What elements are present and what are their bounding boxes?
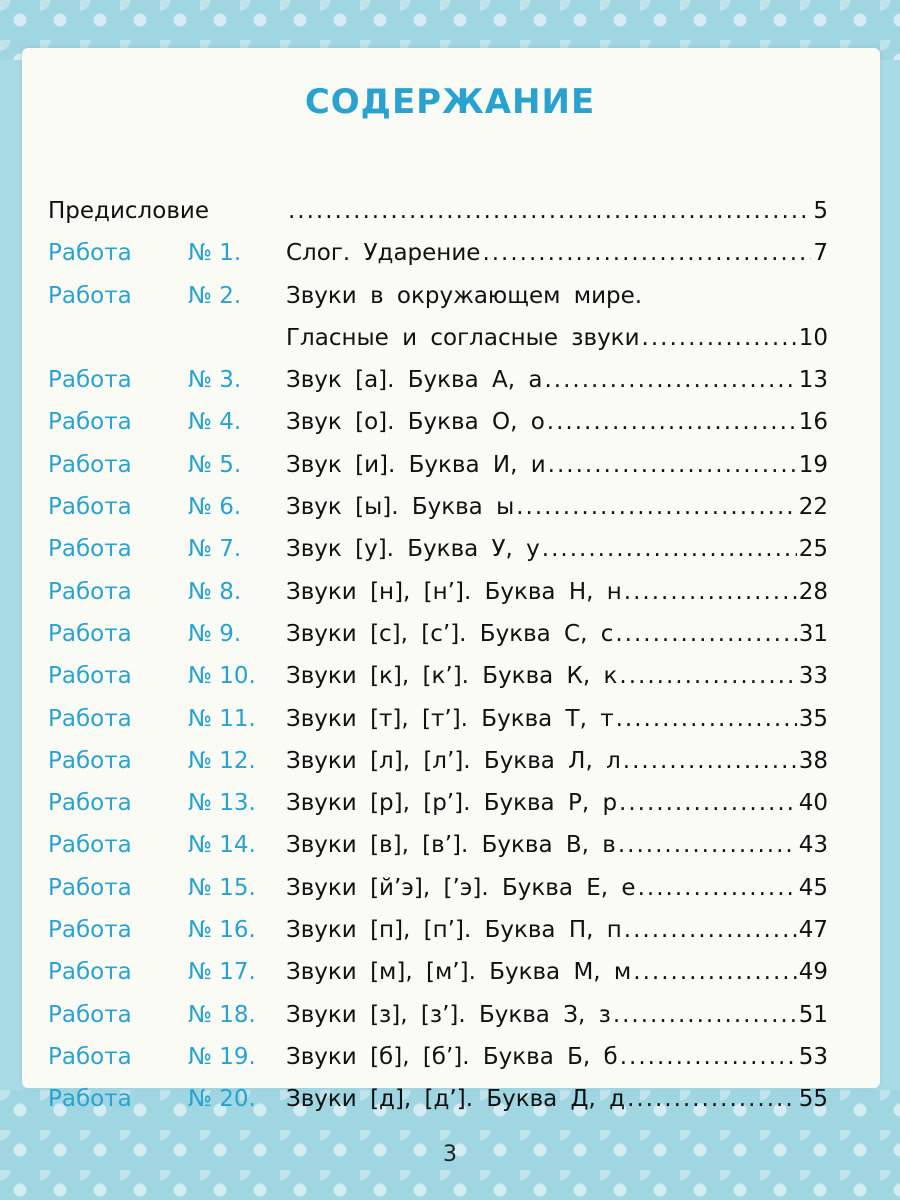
work-number: № 16. [188, 917, 256, 944]
leader-dots [618, 824, 797, 866]
work-number: № 5. [188, 451, 242, 478]
work-word: Работа [48, 240, 132, 267]
toc-entry [286, 571, 828, 613]
work-label [48, 613, 242, 655]
toc-entry [286, 401, 828, 443]
work-number: № 20. [188, 1086, 256, 1113]
work-label [48, 275, 242, 317]
toc-page-number: 25 [798, 536, 828, 563]
work-word: Работа [48, 959, 132, 986]
toc-page-number: 28 [798, 578, 828, 605]
work-number: № 7. [188, 536, 242, 563]
work-word: Работа [48, 663, 132, 690]
toc-entry-title: Гласные и согласные звуки [286, 324, 640, 351]
toc-entry-title: Звуки [н], [н’]. Буква Н, н [286, 578, 622, 605]
work-number: № 10. [188, 663, 256, 690]
toc-page-number: 10 [798, 324, 828, 351]
toc-entry [286, 867, 828, 909]
leader-dots [624, 909, 797, 951]
toc-entry-title: Звуки [б], [б’]. Буква Б, б [286, 1043, 618, 1070]
toc-row[interactable] [48, 571, 828, 613]
toc-entry [286, 232, 828, 274]
toc-page-number: 51 [798, 1001, 828, 1028]
work-label [48, 571, 242, 613]
toc-page-number: 13 [798, 367, 828, 394]
leader-dots [542, 528, 797, 570]
work-label [48, 698, 256, 740]
toc-entry-title: Звуки [п], [п’]. Буква П, п [286, 917, 622, 944]
toc-entry-title: Звуки [й’э], [’э]. Буква Е, е [286, 874, 636, 901]
toc-row[interactable] [48, 951, 828, 993]
toc-entry [286, 444, 828, 486]
toc-row[interactable] [48, 359, 828, 401]
toc-entry [286, 824, 828, 866]
toc-page-number: 55 [798, 1086, 828, 1113]
work-word: Работа [48, 409, 132, 436]
toc-row[interactable] [48, 275, 828, 317]
toc-entry-title: Звуки [л], [л’]. Буква Л, л [286, 747, 621, 774]
work-label [48, 782, 256, 824]
work-word: Работа [48, 1043, 132, 1070]
work-label [48, 740, 256, 782]
work-number: № 9. [188, 620, 242, 647]
leader-dots [638, 867, 797, 909]
toc-row[interactable] [48, 232, 828, 274]
toc-entry-title: Звук [а]. Буква А, а [286, 367, 543, 394]
leader-dots [627, 1078, 797, 1120]
work-number: № 19. [188, 1043, 256, 1070]
work-word: Работа [48, 494, 132, 521]
leader-dots [619, 782, 797, 824]
work-word: Работа [48, 536, 132, 563]
leader-dots [482, 232, 811, 274]
work-label [48, 528, 242, 570]
work-number: № 6. [188, 494, 242, 521]
toc-entry-title: Слог. Ударение [286, 240, 481, 267]
toc-page-number: 22 [798, 494, 828, 521]
toc-entry-title: Звуки [в], [в’]. Буква В, в [286, 832, 616, 859]
toc-row[interactable] [48, 867, 828, 909]
toc-entry-title: Звук [и]. Буква И, и [286, 451, 546, 478]
toc-row[interactable] [48, 1078, 828, 1120]
toc-row[interactable] [48, 994, 828, 1036]
toc-entry-title: Звуки [з], [з’]. Буква З, з [286, 1001, 611, 1028]
toc-entry [286, 740, 828, 782]
work-number: № 2. [188, 282, 242, 309]
toc-row[interactable] [48, 486, 828, 528]
leader-dots [544, 359, 796, 401]
toc-entry [286, 613, 828, 655]
toc-entry-title: Звуки в окружающем мире. [286, 282, 643, 309]
work-label [48, 655, 256, 697]
toc-entry [286, 698, 828, 740]
work-label [48, 909, 256, 951]
toc-page-number: 43 [798, 832, 828, 859]
toc-entry [286, 486, 828, 528]
toc-entry [286, 275, 828, 317]
table-of-contents [48, 190, 828, 1121]
toc-entry [286, 1036, 828, 1078]
work-word: Работа [48, 1001, 132, 1028]
leader-dots [547, 401, 797, 443]
work-label [48, 867, 256, 909]
work-number: № 17. [188, 959, 256, 986]
leader-dots [623, 740, 797, 782]
work-label [48, 401, 242, 443]
toc-row[interactable] [48, 824, 828, 866]
toc-entry [286, 1078, 828, 1120]
toc-entry-title: Звук [у]. Буква У, у [286, 536, 540, 563]
work-label [48, 232, 242, 274]
leader-dots [548, 444, 797, 486]
leader-dots [633, 951, 796, 993]
leader-dots [624, 571, 797, 613]
toc-row[interactable] [48, 444, 828, 486]
work-number: № 8. [188, 578, 242, 605]
work-number: № 18. [188, 1001, 256, 1028]
toc-page-number: 47 [798, 917, 828, 944]
leader-dots [288, 190, 811, 232]
toc-entry-title: Звуки [с], [с’]. Буква С, с [286, 620, 614, 647]
work-word: Работа [48, 917, 132, 944]
toc-entry-title: Звуки [д], [д’]. Буква Д, д [286, 1086, 626, 1113]
toc-entry-title: Звуки [м], [м’]. Буква М, м [286, 959, 632, 986]
toc-entry [286, 909, 828, 951]
toc-row[interactable] [48, 528, 828, 570]
leader-dots [620, 1036, 797, 1078]
work-number: № 11. [188, 705, 256, 732]
toc-page-number: 31 [798, 620, 828, 647]
leader-dots [615, 613, 796, 655]
toc-entry-title: Звуки [т], [т’]. Буква Т, т [286, 705, 614, 732]
page-number: 3 [443, 1142, 457, 1167]
work-label [48, 1036, 256, 1078]
toc-page-number: 5 [813, 198, 828, 224]
leader-dots [642, 317, 797, 359]
toc-entry [286, 994, 828, 1036]
work-number: № 15. [188, 874, 256, 901]
work-word: Работа [48, 620, 132, 647]
toc-row[interactable] [48, 698, 828, 740]
toc-entry-title: Звуки [к], [к’]. Буква К, к [286, 663, 618, 690]
work-number: № 3. [188, 367, 242, 394]
work-word: Работа [48, 874, 132, 901]
work-number: № 14. [188, 832, 256, 859]
toc-row[interactable] [48, 1036, 828, 1078]
toc-page-number: 33 [798, 663, 828, 690]
work-number: № 13. [188, 790, 256, 817]
toc-entry [286, 782, 828, 824]
toc-row[interactable] [48, 401, 828, 443]
toc-page-number: 49 [798, 959, 828, 986]
work-label [48, 994, 256, 1036]
leader-dots [516, 486, 796, 528]
leader-dots [619, 655, 796, 697]
work-label [48, 824, 256, 866]
toc-page-number: 40 [798, 790, 828, 817]
toc-row-preface[interactable] [48, 190, 828, 232]
work-number: № 4. [188, 409, 242, 436]
work-number: № 12. [188, 747, 256, 774]
toc-page-number: 53 [798, 1043, 828, 1070]
work-label [48, 951, 256, 993]
work-word: Работа [48, 790, 132, 817]
work-word: Работа [48, 1086, 132, 1113]
toc-entry [286, 951, 828, 993]
toc-page-number: 19 [798, 451, 828, 478]
toc-entry [286, 359, 828, 401]
toc-entry-title: Звук [о]. Буква О, о [286, 409, 545, 436]
toc-page-number: 16 [798, 409, 828, 436]
work-word: Работа [48, 832, 132, 859]
toc-row[interactable] [48, 782, 828, 824]
toc-row[interactable] [48, 655, 828, 697]
work-label [48, 486, 242, 528]
toc-entry [286, 655, 828, 697]
toc-row[interactable] [48, 613, 828, 655]
toc-row[interactable] [48, 909, 828, 951]
work-label [48, 444, 242, 486]
work-label [48, 1078, 256, 1120]
toc-row[interactable] [48, 317, 828, 359]
work-word: Работа [48, 747, 132, 774]
toc-entry-title: Звуки [р], [р’]. Буква Р, р [286, 790, 618, 817]
toc-page-number: 35 [798, 705, 828, 732]
toc-entry [286, 528, 828, 570]
toc-row[interactable] [48, 740, 828, 782]
toc-entry [286, 317, 828, 359]
toc-entry-title: Звук [ы]. Буква ы [286, 494, 515, 521]
preface-label: Предисловие [48, 198, 209, 224]
work-word: Работа [48, 367, 132, 394]
work-word: Работа [48, 451, 132, 478]
leader-dots [613, 994, 797, 1036]
toc-page-number: 38 [798, 747, 828, 774]
leader-dots [616, 698, 797, 740]
work-word: Работа [48, 578, 132, 605]
work-number: № 1. [188, 240, 242, 267]
toc-page-number: 7 [813, 240, 828, 267]
toc-page-number: 45 [798, 874, 828, 901]
page-title: СОДЕРЖАНИЕ [304, 82, 596, 122]
preface-entry [286, 190, 828, 232]
work-label [48, 359, 242, 401]
work-word: Работа [48, 705, 132, 732]
work-word: Работа [48, 282, 132, 309]
